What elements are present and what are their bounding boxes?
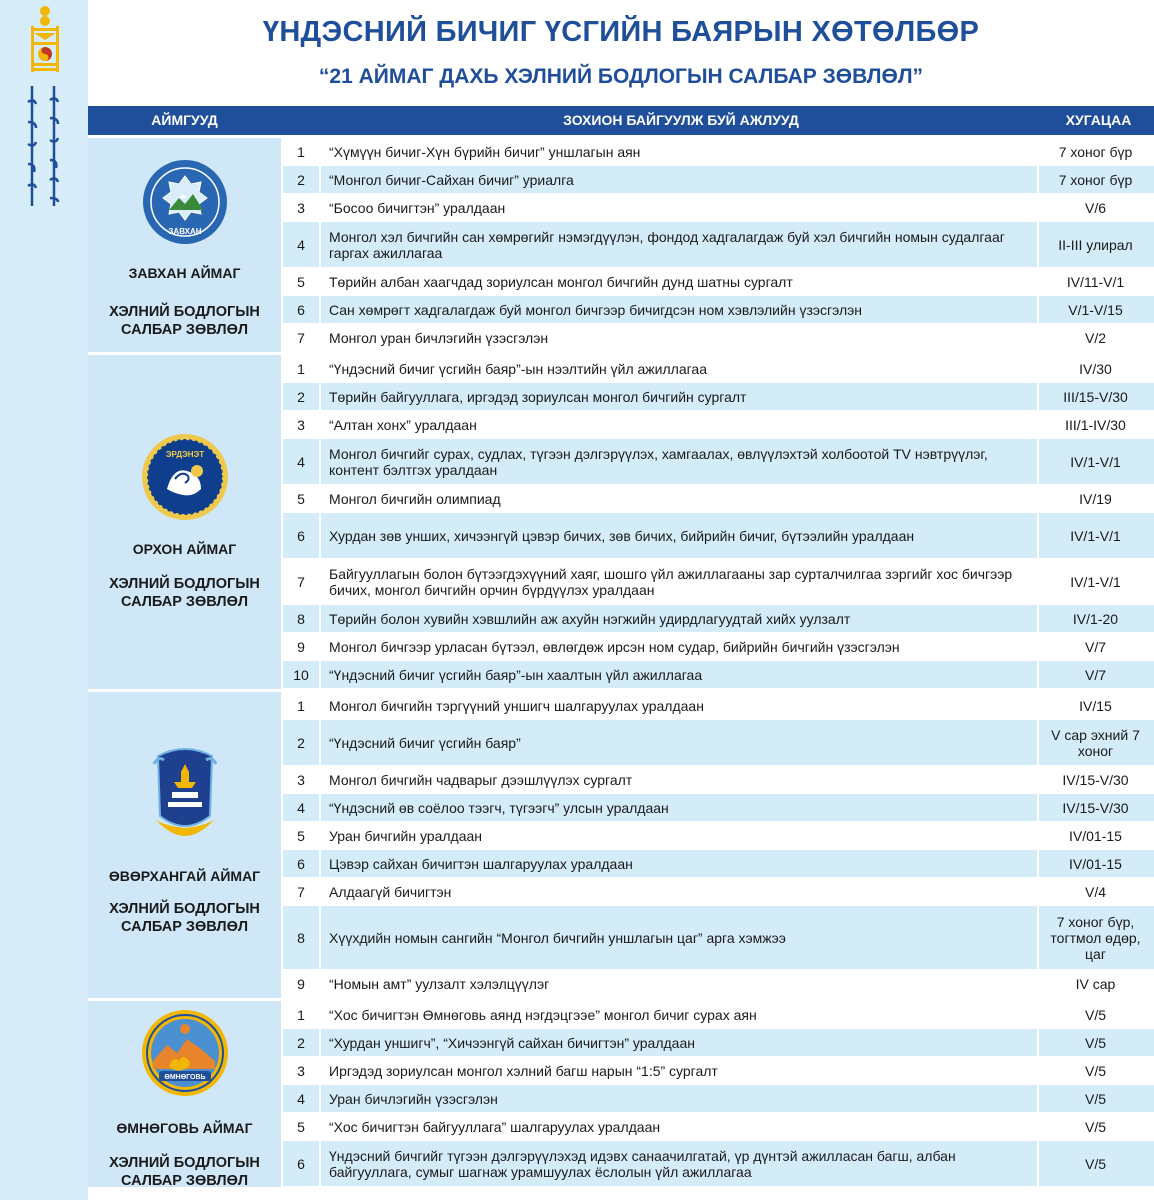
row-number: 10: [293, 666, 309, 683]
row-time-text: 7 хоног бүр: [1058, 171, 1133, 188]
row-task: [319, 1085, 1039, 1112]
row-task: [319, 605, 1039, 632]
table-row: [283, 1085, 1154, 1113]
row-task: [319, 661, 1039, 688]
column-header-time: ХУГАЦАА: [1065, 112, 1132, 128]
row-time: [1039, 720, 1152, 765]
row-number: 2: [297, 734, 305, 751]
mongolian-script-icon: [16, 82, 72, 212]
council-label-line1: ХЭЛНИЙ БОДЛОГЫН: [109, 304, 260, 320]
row-number: 8: [297, 929, 305, 946]
row-time-text: IV/30: [1079, 360, 1112, 377]
table-row: [283, 324, 1154, 352]
row-task: [319, 166, 1039, 193]
row-time: [1039, 1113, 1152, 1140]
table-row: [283, 222, 1154, 268]
council-label-line2: САЛБАР ЗӨВЛӨЛ: [120, 1173, 249, 1189]
row-time-text: 7 хоног бүр: [1058, 143, 1133, 160]
council-label: [88, 1154, 281, 1190]
row-task: [319, 1057, 1039, 1084]
row-task-text: “Номын амт” уулзалт хэлэлцүүлэг: [329, 975, 550, 992]
table-row: [283, 822, 1154, 850]
row-time-text: II-III улирал: [1058, 236, 1133, 253]
row-time-text: V/7: [1084, 666, 1106, 683]
row-task-text: Төрийн албан хаагчдад зориулсан монгол бичгийн дунд шатны сургалт: [329, 273, 793, 290]
table-row: [283, 878, 1154, 906]
row-task: [319, 633, 1039, 660]
row-number: 6: [297, 301, 305, 318]
page-title: ҮНДЭСНИЙ БИЧИГ ҮСГИЙН БАЯРЫН ХӨТӨЛБӨР: [262, 16, 980, 48]
table-row: [283, 633, 1154, 661]
table-row: [283, 138, 1154, 166]
row-time-text: V/5: [1084, 1034, 1106, 1051]
row-time-text: V/6: [1084, 199, 1106, 216]
row-number: 3: [283, 766, 319, 793]
row-time-text: V/5: [1084, 1090, 1106, 1107]
row-task-text: “Үндэсний бичиг үсгийн баяр”-ын нээлтийн үйл ажиллагаа: [329, 360, 707, 377]
table-body: [88, 135, 1154, 1187]
row-number: 5: [283, 485, 319, 512]
aimag-name: ОРХОН АЙМАГ: [132, 541, 237, 557]
aimag-cell: [88, 1001, 281, 1187]
row-time: [1039, 1001, 1152, 1028]
row-number: 5: [283, 268, 319, 295]
aimag-group: [88, 689, 1154, 998]
row-number: 3: [283, 194, 319, 221]
task-rows: [283, 138, 1154, 352]
row-number: 7: [283, 878, 319, 905]
row-time-text: V/2: [1084, 329, 1106, 346]
row-time: [1039, 1029, 1152, 1056]
page-subtitle: “21 АЙМАГ ДАХЬ ХЭЛНИЙ БОДЛОГЫН САЛБАР ЗӨВЛӨЛ”: [318, 65, 924, 88]
row-task: [319, 222, 1039, 267]
row-task: [319, 513, 1039, 558]
table-row: [283, 1057, 1154, 1085]
table-row: [283, 720, 1154, 766]
table-row: [283, 166, 1154, 194]
row-number: 4: [297, 236, 305, 253]
row-task-text: “Босоо бичигтэн” уралдаан: [329, 199, 506, 216]
row-task-text: Байгууллагын болон бүтээгдэхүүний хаяг, шошго үйл ажиллагааны зар сурталчилгаа зэргийг хос бичгээр бичих, монгол бичгийн орчин бүрдүүлэх уралдаан: [329, 565, 1013, 598]
table-row: [283, 692, 1154, 720]
row-task: [319, 878, 1039, 905]
row-task: [319, 1113, 1039, 1140]
row-time-text: IV/1-V/1: [1070, 573, 1121, 590]
row-time: [1039, 766, 1152, 793]
row-task: [319, 822, 1039, 849]
row-task-text: “Хос бичигтэн Өмнөговь аянд нэгдэцгээе” монгол бичиг сурах аян: [329, 1006, 757, 1023]
row-number: 4: [297, 1090, 305, 1107]
aimag-name: ӨМНӨГОВЬ АЙМАГ: [116, 1120, 253, 1136]
row-number: 7: [283, 559, 319, 604]
council-label-line2: САЛБАР ЗӨВЛӨЛ: [120, 919, 249, 935]
row-time: [1039, 1085, 1152, 1112]
row-task-text: Алдаагүй бичигтэн: [329, 883, 452, 900]
row-time: [1039, 970, 1152, 997]
row-time-text: IV/1-V/1: [1070, 527, 1121, 544]
row-number: 5: [283, 822, 319, 849]
table-row: [283, 970, 1154, 998]
row-task: [319, 1001, 1039, 1028]
row-number: 9: [283, 633, 319, 660]
table-row: [283, 296, 1154, 324]
table-row: [283, 439, 1154, 485]
row-task-text: “Монгол бичиг-Сайхан бичиг” уриалга: [329, 171, 574, 188]
row-task-text: Төрийн байгууллага, иргэдэд зориулсан монгол бичгийн сургалт: [329, 388, 747, 405]
aimag-name: ЗАВХАН АЙМАГ: [128, 265, 241, 281]
row-number: 6: [297, 855, 305, 872]
column-header-task: ЗОХИОН БАЙГУУЛЖ БУЙ АЖЛУУД: [563, 112, 799, 128]
aimag-cell: [88, 138, 281, 352]
row-time: [1039, 692, 1152, 719]
row-time-text: IV/1-V/1: [1070, 453, 1121, 470]
row-task: [319, 850, 1039, 877]
row-time: [1039, 194, 1152, 221]
row-time-text: IV сар: [1075, 975, 1116, 992]
row-number: 1: [283, 355, 319, 382]
row-task: [319, 383, 1039, 410]
row-time: [1039, 324, 1152, 351]
row-number: 3: [283, 411, 319, 438]
row-time-text: V/5: [1084, 1062, 1106, 1079]
row-task-text: Хурдан зөв унших, хичээнгүй цэвэр бичих, зөв бичих, бийрийн бичиг, бүтээлийн уралдаан: [329, 527, 915, 544]
row-time: [1039, 138, 1152, 165]
table-row: [283, 794, 1154, 822]
table-row: [283, 850, 1154, 878]
row-time-text: IV/11-V/1: [1066, 273, 1125, 290]
row-time: [1039, 513, 1152, 558]
row-number: 9: [283, 970, 319, 997]
table-row: [283, 411, 1154, 439]
row-time-text: IV/19: [1079, 490, 1112, 507]
task-rows: [283, 692, 1154, 998]
row-number: 1: [283, 138, 319, 165]
row-time-text: IV/01-15: [1069, 827, 1122, 844]
aimag-name: ӨВӨРХАНГАЙ АЙМАГ: [108, 868, 261, 884]
row-task: [319, 296, 1039, 323]
council-label: [88, 303, 281, 339]
row-task: [319, 194, 1039, 221]
row-time: [1039, 355, 1152, 382]
council-label: [88, 900, 281, 936]
aimag-group: [88, 352, 1154, 689]
aimag-group: [88, 998, 1154, 1187]
row-time: [1039, 268, 1152, 295]
task-rows: [283, 1001, 1154, 1187]
row-task-text: Уран бичгийн уралдаан: [329, 827, 483, 844]
row-task: [319, 559, 1039, 604]
table-row: [283, 1029, 1154, 1057]
row-task-text: “Хос бичигтэн байгууллага” шалгаруулах уралдаан: [329, 1118, 661, 1135]
row-task: [319, 692, 1039, 719]
row-task-text: Монгол бичгийг сурах, судлах, түгээн дэлгэрүүлэх, хамгаалах, өвлүүлэхтэй холбоотой TV нэвтрүүлэг, контент бэлтгэх уралдаан: [329, 445, 988, 478]
table-row: [283, 1141, 1154, 1187]
row-task-text: Монгол бичгийн тэргүүний уншигч шалгаруулах уралдаан: [329, 697, 704, 714]
row-task: [319, 138, 1039, 165]
row-number: 5: [283, 1113, 319, 1140]
row-time-text: 7 хоног бүр, тогтмол өдөр, цаг: [1050, 913, 1141, 962]
row-task-text: “Алтан хонх” уралдаан: [329, 416, 477, 433]
aimag-cell: [88, 692, 281, 998]
row-time: [1039, 906, 1152, 969]
council-label: [88, 575, 281, 611]
row-time-text: V сар эхний 7 хоног: [1051, 726, 1140, 759]
row-time-text: V/4: [1084, 883, 1106, 900]
row-time: [1039, 411, 1152, 438]
row-task-text: Уран бичлэгийн үзэсгэлэн: [329, 1090, 498, 1107]
row-task-text: “Хурдан уншигч”, “Хичээнгүй сайхан бичигтэн” уралдаан: [329, 1034, 695, 1051]
row-task-text: Сан хөмрөгт хадгалагдаж буй монгол бичгээр бичигдсэн ном хэвлэлийн үзэсгэлэн: [329, 301, 862, 318]
row-time: [1039, 222, 1152, 267]
row-number: 1: [283, 1001, 319, 1028]
row-task: [319, 439, 1039, 484]
council-label-line2: САЛБАР ЗӨВЛӨЛ: [120, 594, 249, 610]
row-time-text: IV/15-V/30: [1062, 771, 1129, 788]
row-time-text: V/7: [1084, 638, 1106, 655]
row-number: 1: [283, 692, 319, 719]
table-row: [283, 1113, 1154, 1141]
table-row: [283, 268, 1154, 296]
row-time-text: IV/15: [1079, 697, 1112, 714]
row-time: [1039, 1057, 1152, 1084]
row-task: [319, 1029, 1039, 1056]
row-task-text: “Үндэсний бичиг үсгийн баяр”-ын хаалтын үйл ажиллагаа: [329, 666, 703, 683]
row-task-text: Хүүхдийн номын сангийн “Монгол бичгийн уншлагын цаг” арга хэмжээ: [329, 929, 786, 946]
table-row: [283, 485, 1154, 513]
row-number: 6: [297, 527, 305, 544]
table-row: [283, 661, 1154, 689]
row-number: 2: [297, 388, 305, 405]
row-task-text: “Үндэсний бичиг үсгийн баяр”: [329, 734, 521, 751]
row-time: [1039, 633, 1152, 660]
council-label-line2: САЛБАР ЗӨВЛӨЛ: [120, 322, 249, 338]
row-task: [319, 906, 1039, 969]
row-time-text: V/5: [1084, 1118, 1106, 1135]
row-task: [319, 1141, 1039, 1186]
council-label-line1: ХЭЛНИЙ БОДЛОГЫН: [109, 901, 260, 917]
table-header: [88, 106, 1154, 135]
row-task-text: “Үндэсний өв соёлоо тээгч, түгээгч” улсын уралдаан: [329, 799, 669, 816]
aimag-logo-icon: [141, 1009, 229, 1102]
row-task-text: “Хүмүүн бичиг-Хүн бүрийн бичиг” уншлагын аян: [329, 143, 641, 160]
row-time: [1039, 794, 1152, 821]
row-time-text: IV/15-V/30: [1062, 799, 1129, 816]
header: [88, 0, 1154, 106]
row-task: [319, 720, 1039, 765]
row-task-text: Цэвэр сайхан бичигтэн шалгаруулах уралдаан: [329, 855, 633, 872]
table-row: [283, 383, 1154, 411]
row-number: 3: [283, 1057, 319, 1084]
row-time-text: V/5: [1084, 1155, 1106, 1172]
row-task: [319, 970, 1039, 997]
row-number: 4: [297, 453, 305, 470]
table-row: [283, 906, 1154, 970]
row-time: [1039, 850, 1152, 877]
row-task-text: Монгол уран бичлэгийн үзэсгэлэн: [329, 329, 549, 346]
row-task: [319, 485, 1039, 512]
aimag-cell: [88, 355, 281, 689]
row-number: 6: [297, 1155, 305, 1172]
row-task-text: Монгол бичгийн олимпиад: [329, 490, 501, 507]
row-time: [1039, 1141, 1152, 1186]
row-time-text: III/1-IV/30: [1065, 416, 1126, 433]
row-task-text: Иргэдэд зориулсан монгол хэлний багш нарын “1:5” сургалт: [329, 1062, 718, 1079]
row-time: [1039, 559, 1152, 604]
row-task-text: Монгол бичгийн чадварыг дээшлүүлэх сургалт: [329, 771, 633, 788]
row-task: [319, 268, 1039, 295]
schedule-table: [88, 106, 1154, 1187]
row-time: [1039, 605, 1152, 632]
row-time-text: III/15-V/30: [1063, 388, 1128, 405]
row-time-text: IV/1-20: [1072, 610, 1119, 627]
svg-text:ӨМНӨГОВЬ: ӨМНӨГОВЬ: [163, 1074, 206, 1081]
soyombo-icon: [30, 4, 60, 76]
row-time: [1039, 166, 1152, 193]
row-time-text: V/1-V/15: [1068, 301, 1123, 318]
task-rows: [283, 355, 1154, 689]
row-task: [319, 794, 1039, 821]
row-task: [319, 766, 1039, 793]
row-time: [1039, 485, 1152, 512]
table-row: [283, 194, 1154, 222]
row-time: [1039, 878, 1152, 905]
row-task: [319, 355, 1039, 382]
aimag-logo-icon: [141, 158, 229, 251]
row-time: [1039, 661, 1152, 688]
row-task-text: Төрийн болон хувийн хэвшлийн аж ахуйн нэгжийн удирдлагуудтай хийх уулзалт: [329, 610, 851, 627]
left-strip: [0, 0, 88, 1200]
aimag-group: [88, 135, 1154, 352]
table-row: [283, 605, 1154, 633]
svg-text:ЭРДЭНЭТ: ЭРДЭНЭТ: [165, 450, 204, 459]
row-number: 8: [297, 610, 305, 627]
row-number: 7: [283, 324, 319, 351]
council-label-line1: ХЭЛНИЙ БОДЛОГЫН: [109, 576, 260, 592]
table-row: [283, 559, 1154, 605]
table-row: [283, 355, 1154, 383]
row-task: [319, 411, 1039, 438]
aimag-logo-icon: [141, 433, 229, 526]
row-task: [319, 324, 1039, 351]
row-time-text: V/5: [1084, 1006, 1106, 1023]
table-row: [283, 1001, 1154, 1029]
row-time: [1039, 296, 1152, 323]
row-task-text: Монгол хэл бичгийн сан хөмрөгийг нэмэгдүүлэн, фондод хадгалагдаж буй хэл бичгийн номын судалгааг гаргах ажиллагаа: [329, 228, 1005, 261]
row-time: [1039, 439, 1152, 484]
row-task-text: Монгол бичгээр урласан бүтээл, өвлөгдөж ирсэн ном судар, бийрийн бичгийн үзэсгэлэн: [329, 638, 900, 655]
aimag-logo-icon: [150, 746, 220, 847]
council-label-line1: ХЭЛНИЙ БОДЛОГЫН: [109, 1155, 260, 1171]
row-task-text: Үндэсний бичгийг түгээн дэлгэрүүлэхэд идэвх санаачилгатай, үр дүнтэй ажилласан багш, албан байгууллага, сумыг шагнаж урамшуулах ёслолын үйл ажиллагаа: [329, 1147, 956, 1180]
row-number: 2: [297, 171, 305, 188]
row-time: [1039, 383, 1152, 410]
svg-text:ЗАВХАН: ЗАВХАН: [167, 227, 202, 236]
row-number: 2: [297, 1034, 305, 1051]
row-time: [1039, 822, 1152, 849]
table-row: [283, 766, 1154, 794]
column-header-aimag: АЙМГУУД: [151, 112, 218, 128]
table-row: [283, 513, 1154, 559]
row-number: 4: [297, 799, 305, 816]
row-time-text: IV/01-15: [1069, 855, 1122, 872]
